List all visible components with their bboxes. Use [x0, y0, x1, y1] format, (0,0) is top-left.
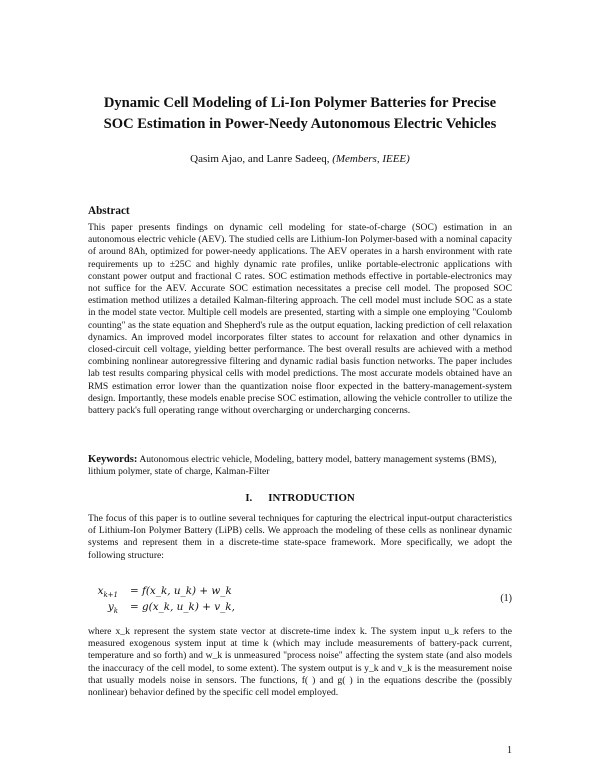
author-affiliation: (Members, IEEE): [332, 153, 410, 165]
section-heading: [60, 492, 540, 504]
abstract-text: This paper presents findings on dynamic cell modeling for state-of-charge (SOC) estimation in an autonomous electric vehicle (AEV). The studied cells are Lithium-Ion Polymer-based with a nominal capacity of around 8Ah, optimized for power-needy applications. The AEV operates in a harsh environment with rate requirements up to ±25C and highly dynamic rate profiles, unlike portable-electronic applications with constant power output and fractional C rates. SOC estimation methods effective in portable-electronics may not suffice for the AEV. Accurate SOC estimation necessitates a precise cell model. The proposed SOC estimation method utilizes a detailed Kalman-filtering approach. The cell model must include SOC as a state in the model state vector. Multiple cell models are presented, starting with a simple one employing "Coulomb counting" as the state equation and Shepherd's rule as the output equation, lacking prediction of cell relaxation dynamics. An improved model incorporates filter states to account for relaxation and other dynamics in closed-circuit cell voltage, yielding better performance. The best overall results are achieved with a method combining nonlinear autoregressive filtering and dynamic radial basis function networks. The paper includes lab test results comparing physical cells with model predictions. The most accurate models obtained have an RMS estimation error lower than the quantization noise floor expected in the battery-management-system design. Importantly, these models enable precise SOC estimation, allowing the vehicle controller to utilize the battery pack's full operating range without overcharging or undercharging concerns.: [88, 222, 512, 417]
where-paragraph: where x_k represent the system state vector at discrete-time index k. The system input u_k refers to the measured exogenous system input at time k (which may include measurements of battery-pack current, temperature and so forth) and w_k is unmeasured "process noise" affecting the system state (and also models the inaccuracy of the cell model, to some extent). The system output is y_k and v_k is the measurement noise that usually models noise in sensors. The functions, f( ) and g( ) in the equations describe the (possibly nonlinear) behavior defined by the specific cell model employed.: [88, 626, 512, 699]
title-line-2: SOC Estimation in Power-Needy Autonomous Electric Vehicles: [103, 116, 497, 132]
page-number: 1: [507, 745, 512, 756]
keywords: [88, 454, 512, 478]
keywords-label: Keywords:: [88, 454, 138, 465]
equation-lhs-1: $x_{k+1}$: [97, 585, 118, 600]
intro-paragraph: The focus of this paper is to outline several techniques for capturing the electrical input-output characteristics of Lithium-Ion Polymer Battery (LiPB) cells. We approach the modeling of these cells as nonlinear dynamic systems and represent them in a discrete-time state-space framework. More specifically, we adopt the following structure:: [88, 513, 512, 561]
section-number: I.: [245, 492, 253, 504]
abstract-heading: Abstract: [88, 205, 130, 217]
equation-rhs-2: = g(x_k, u_k) + v_k,: [130, 601, 235, 613]
author-names: Qasim Ajao, and Lanre Sadeeq,: [190, 153, 330, 165]
equation-number: (1): [500, 593, 512, 604]
section-title: INTRODUCTION: [268, 492, 355, 504]
equation-block: [88, 585, 512, 619]
keywords-text: Autonomous electric vehicle, Modeling, battery model, battery management systems (BMS), lithium polymer, state of charge,: [88, 454, 497, 478]
paper-title: [60, 93, 540, 135]
equation-rhs-1: = f(x_k, u_k) + w_k: [130, 585, 232, 597]
keywords-last: Kalman-Filter: [215, 466, 270, 478]
author-line: [60, 152, 540, 166]
title-line-1: Dynamic Cell Modeling of Li-Ion Polymer Batteries for Precise: [103, 95, 497, 111]
equation-lhs-2: $y_k$: [107, 601, 118, 616]
